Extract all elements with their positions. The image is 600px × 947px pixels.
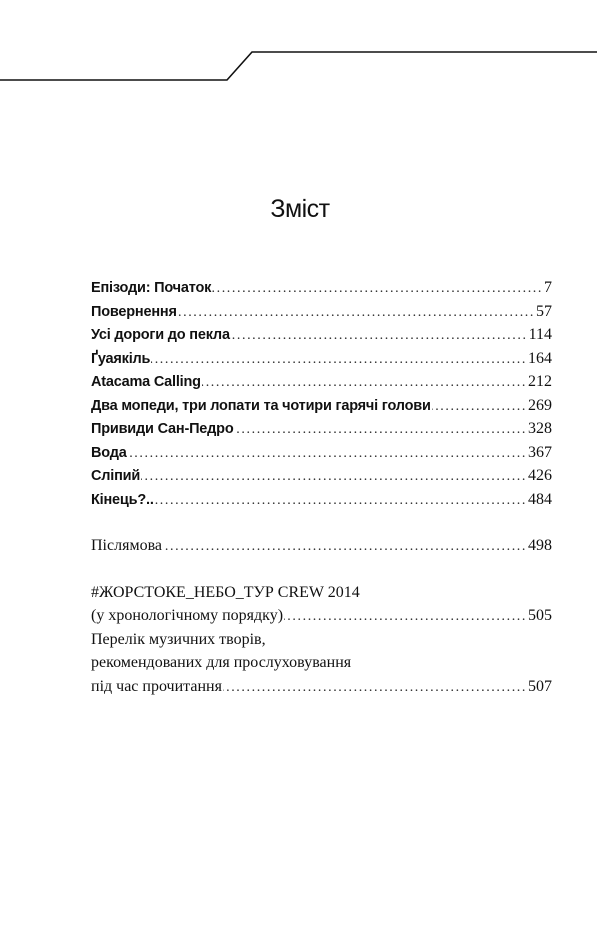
dot-leader [212,277,543,301]
toc-entry-title: Епізоди: Початок [91,280,212,296]
toc-entry-page: 484 [528,490,552,508]
dot-leader [202,371,527,395]
dot-leader [155,489,527,513]
toc-entry[interactable] [91,441,552,465]
toc-entry[interactable] [91,370,552,394]
dot-leader [141,465,527,489]
header-decorative-rule [0,0,600,100]
dot-leader [234,418,527,442]
toc-entry-title: Усі дороги до пекла [91,327,230,343]
toc-entry-page: 507 [528,677,552,695]
toc-entry-crew[interactable] [91,604,552,628]
toc-entry-page: 269 [528,396,552,414]
toc-entry-crew-heading[interactable]: #ЖОРСТОКЕ_НЕБО_ТУР CREW 2014 [91,583,360,601]
toc-entry[interactable] [91,323,552,347]
toc-entry[interactable] [91,347,552,371]
toc-entry-title: Вода [91,444,127,461]
dot-leader [231,324,528,348]
toc-entry-page: 57 [536,302,552,320]
toc-entry-music-line1[interactable]: Перелік музичних творів, [91,630,266,648]
page-title: Зміст [270,195,330,223]
toc-entry-page: 505 [528,607,552,624]
section-spacer [91,558,552,581]
toc-entry[interactable] [91,276,552,300]
toc-entry-page: 164 [528,349,552,367]
toc-entry-title: (у хронологічному порядку) [91,607,284,624]
toc-entry-title: Післямова [91,537,163,554]
toc-entry-music[interactable] [91,675,552,699]
toc-entry[interactable] [91,300,552,324]
dot-leader [163,535,527,559]
toc-entry-page: 212 [528,373,552,390]
dot-leader [284,605,527,629]
dot-leader [128,442,527,466]
toc-entry-title: Ґуаякіль [91,350,151,367]
dot-leader [432,395,527,419]
toc-entry-page: 7 [544,279,552,296]
toc-entry[interactable] [91,394,552,418]
toc-entry-page: 328 [528,420,552,437]
toc-entry-page: 367 [528,443,552,461]
toc-entry-title: Два мопеди, три лопати та чотири гарячі голови [91,397,431,414]
dot-leader [178,301,535,325]
toc-entry-title: Привиди Сан-Педро [91,421,234,437]
toc-entry-page: 498 [528,537,552,554]
section-spacer [91,511,552,534]
toc-entry-title: Atacama Calling [91,374,201,390]
toc-entry[interactable] [91,464,552,488]
dot-leader [223,676,527,700]
dot-leader [151,348,527,372]
toc-entry-title: Кінець?.. [91,491,154,508]
toc-entry-page: 426 [528,467,552,484]
toc-entry[interactable] [91,488,552,512]
toc-entry-afterword[interactable] [91,534,552,558]
toc-entry-title: Повернення [91,303,177,320]
toc-entry-page: 114 [528,326,552,343]
toc-entry-title: Сліпий [91,468,141,484]
toc-entry[interactable] [91,417,552,441]
table-of-contents [91,276,552,698]
toc-entry-music-line2[interactable]: рекомендованих для прослуховування [91,654,352,671]
toc-entry-title: під час прочитання [91,677,222,695]
